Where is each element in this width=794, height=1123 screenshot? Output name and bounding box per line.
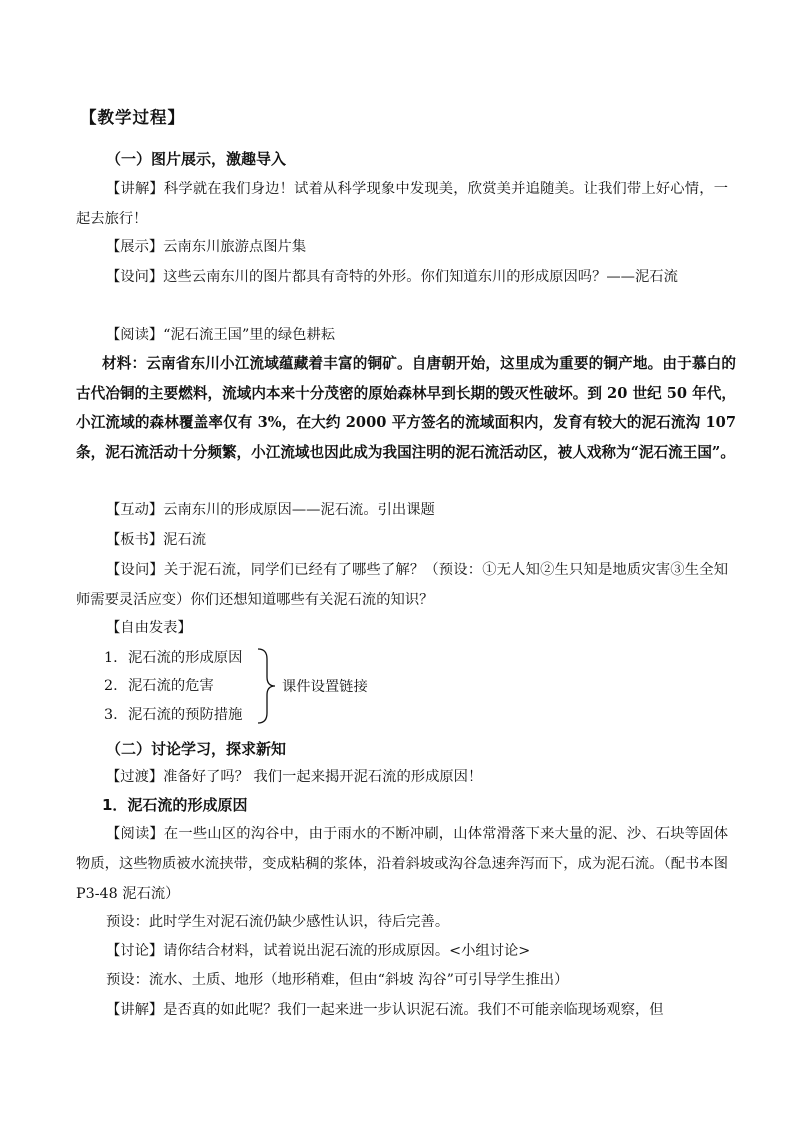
list-item (104, 671, 214, 701)
paragraph-free-speech: 【自由发表】 (106, 620, 192, 636)
paragraph-preset-2: 预设：流水、土质、地形（地形稍难，但由“斜坡 沟谷”可引导学生推出） (106, 972, 569, 988)
list-number: 2. (104, 678, 118, 694)
subsection-title: 1．泥石流的形成原因 (102, 796, 248, 814)
paragraph-explain-2: 【讲解】是否真的如此呢？我们一起来进一步认识泥石流。我们不可能亲临现场观察，但 (106, 1002, 664, 1018)
list-number: 1. (104, 650, 118, 666)
paragraph-preset: 预设：此时学生对泥石流仍缺少感性认识，待后完善。 (106, 914, 450, 930)
paragraph-question: 【设问】这些云南东川的图片都具有奇特的外形。你们知道东川的形成原因吗？——泥石流 (106, 269, 678, 285)
paragraph-explain: 【讲解】科学就在我们身边！试着从科学现象中发现美，欣赏美并追随美。让我们带上好心情，一起去旅行！ (76, 181, 728, 227)
right-brace-icon (256, 647, 278, 725)
material-text: 材料：云南省东川小江流域蕴藏着丰富的铜矿。自唐朝开始，这里成为重要的铜产地。由于慕白的古代冶铜的主要燃料，流域内本来十分茂密的原始森林早到长期的毁灭性破坏。到 20 世纪 50 年代，小江流域的森林覆盖率仅有 3%，在大约 2000 平方签名的流域面积内，发育有较大的泥石流沟 107 条，泥石流活动十分频繁，小江流域也因此成为我国注明的泥石流活动区，被人戏称为“泥石流王国”。 (76, 355, 736, 461)
paragraph-read: 【阅读】“泥石流王国”里的绿色耕耘 (106, 327, 336, 343)
list-text: 泥石流的预防措施 (128, 707, 243, 723)
list-text: 泥石流的形成原因 (128, 650, 243, 666)
paragraph-transition: 【过渡】准备好了吗？ 我们一起来揭开泥石流的形成原因！ (106, 769, 483, 785)
paragraph-read-2: 【阅读】在一些山区的沟谷中，由于雨水的不断冲刷，山体常滑落下来大量的泥、沙、石块等固体物质，这些物质被水流挟带，变成粘稠的浆体，沿着斜坡或沟谷急速奔泻而下，成为泥石流。（配书本图 P3-48 泥石流） (76, 826, 728, 902)
paragraph-interact: 【互动】云南东川的形成原因——泥石流。引出课题 (106, 502, 435, 518)
page-heading: 【教学过程】 (80, 108, 185, 127)
paragraph-question-2: 【设问】关于泥石流，同学们已经有了哪些了解？（预设：①无人知②生只知是地质灾害③生全知 师需要灵活应变）你们还想知道哪些有关泥石流的知识？ (76, 562, 728, 608)
section-2-title: （二）讨论学习，探求新知 (106, 740, 287, 758)
section-1-title: （一）图片展示，激趣导入 (106, 150, 287, 168)
paragraph-board: 【板书】泥石流 (106, 532, 207, 548)
courseware-link-label: 课件设置链接 (282, 679, 368, 695)
paragraph-show: 【展示】云南东川旅游点图片集 (106, 239, 307, 255)
list-item (104, 700, 242, 730)
paragraph-discuss: 【讨论】请你结合材料，试着说出泥石流的形成原因。<小组讨论> (106, 943, 531, 959)
list-text: 泥石流的危害 (128, 678, 214, 694)
list-item (104, 643, 242, 673)
list-number: 3. (104, 707, 118, 723)
